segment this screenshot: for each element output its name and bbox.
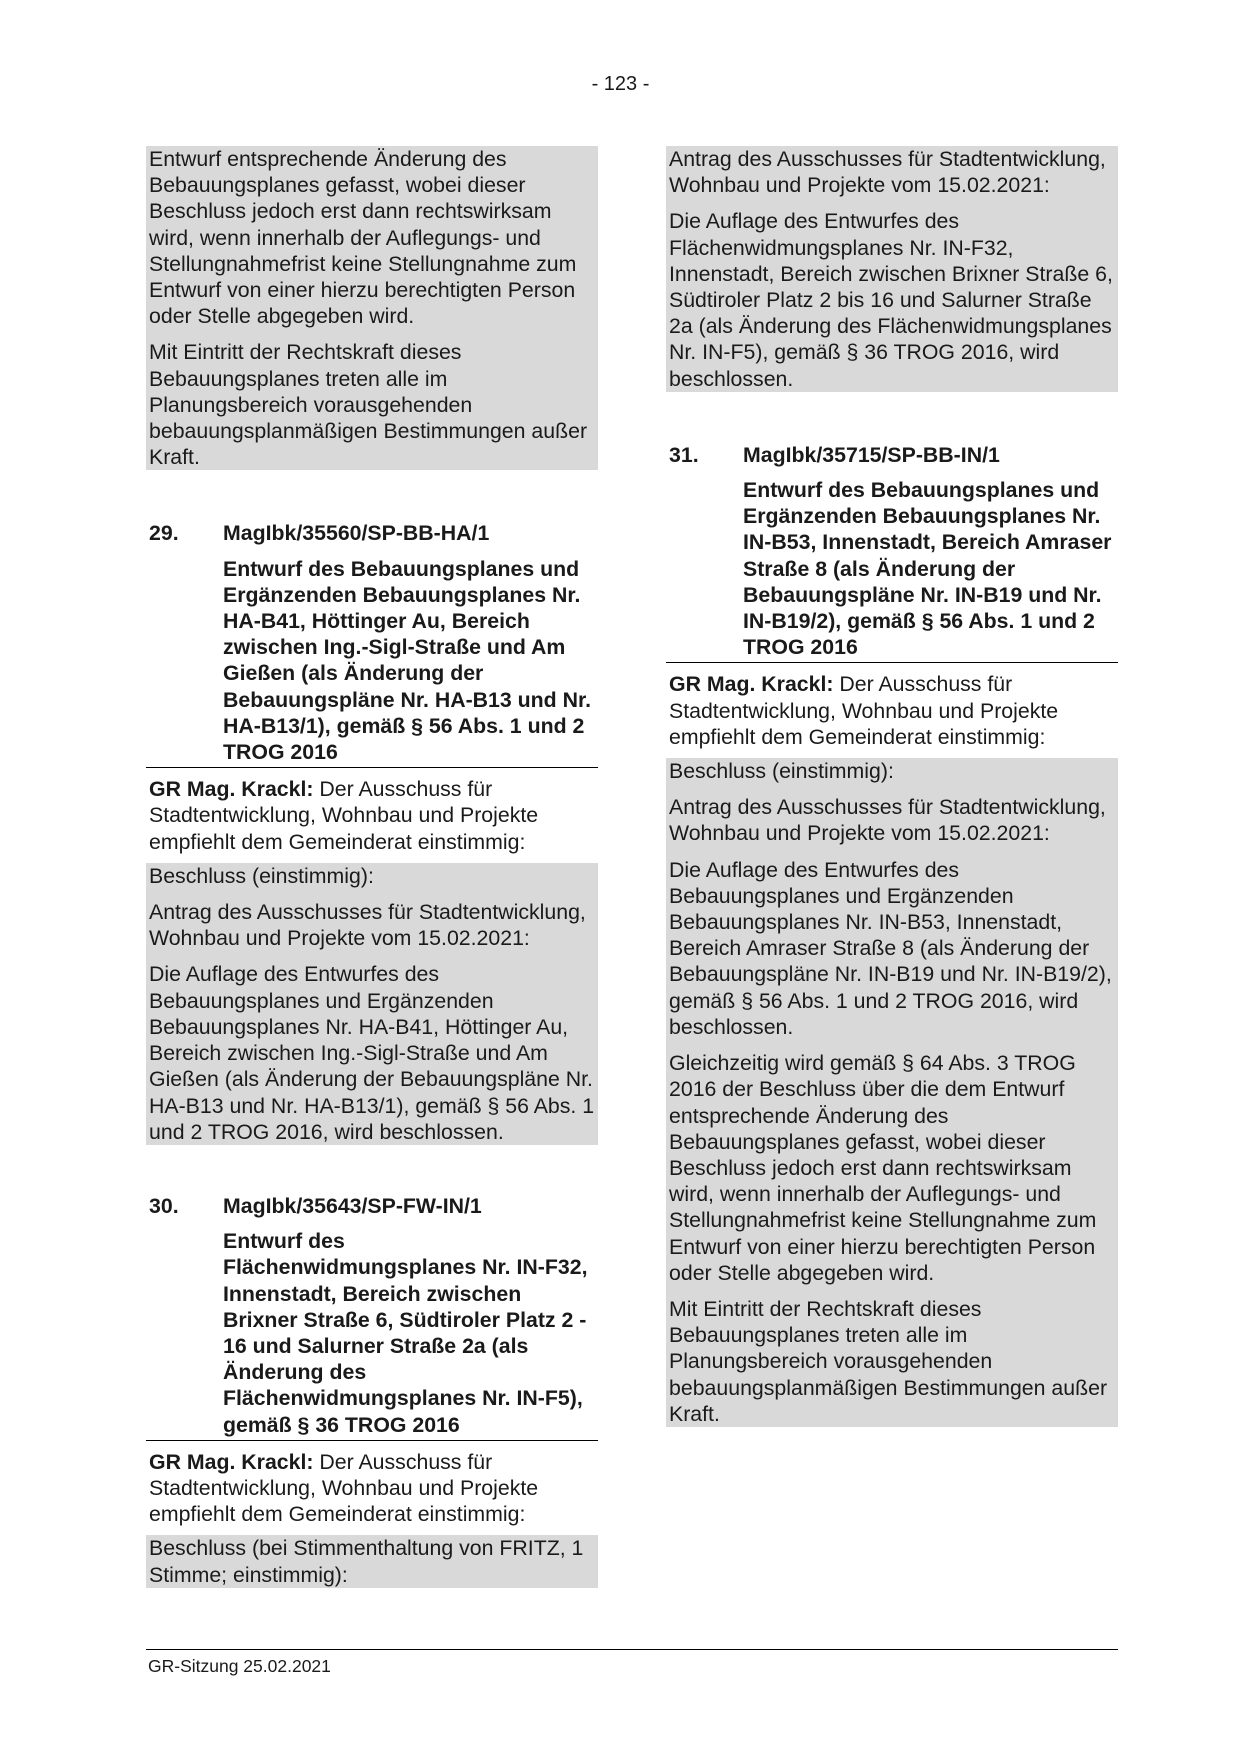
speaker-name: GR Mag. Krackl: [669, 672, 834, 697]
motion-text: Antrag des Ausschusses für Stadtentwicklung, Wohnbau und Projekte vom 15.02.2021: [669, 147, 1106, 198]
speaker-name: GR Mag. Krackl: [149, 1449, 314, 1474]
footer-text: GR-Sitzung 25.02.2021 [148, 1656, 331, 1676]
statement-text: Der Ausschuss für Stadtentwicklung, Wohnbau und Projekte empfiehlt dem Gemeinderat einstimmig: [149, 1449, 539, 1527]
footer-divider [146, 1649, 1118, 1650]
decision-label: Beschluss (bei Stimmenthaltung von FRITZ, 1 Stimme; einstimmig): [149, 1536, 584, 1587]
left-column [146, 146, 598, 1588]
item-number: 30. [149, 1193, 179, 1218]
decision-block [146, 1535, 598, 1587]
speaker-statement [146, 1449, 598, 1528]
decision-block [666, 758, 1118, 1427]
speaker-statement [666, 671, 1118, 750]
item-code: MagIbk/35715/SP-BB-IN/1 [743, 442, 1000, 467]
simultaneous-text: Gleichzeitig wird gemäß § 64 Abs. 3 TROG 2016 der Beschluss über die dem Entwurf entsprechende Änderung des Bebauungsplanes gefasst, wobei dieser Beschluss jedoch erst dann rechtswirksam wird, wenn innerhalb der Auflegungs- und Stellungnahmefrist keine Stellungnahme zum Entwurf von einer hierzu berechtigten Person oder Stelle abgegeben wird. [669, 1051, 1097, 1285]
item-code: MagIbk/35643/SP-FW-IN/1 [223, 1193, 482, 1218]
item-number: 31. [669, 442, 699, 467]
item-code: MagIbk/35560/SP-BB-HA/1 [223, 521, 490, 546]
divider [146, 767, 598, 768]
item-title: Entwurf des Bebauungsplanes und Ergänzenden Bebauungsplanes Nr. HA-B41, Höttinger Au, Bereich zwischen Ing.-Sigl-Straße und Am Gießen (als Änderung der Bebauungspläne Nr. HA-B13 und Nr. HA-B13/1), gemäß § 56 Abs. 1 und 2 TROG 2016 [223, 556, 592, 765]
continuation-paragraph: Entwurf entsprechende Änderung des Bebauungsplanes gefasst, wobei dieser Beschluss jedoch erst dann rechtswirksam wird, wenn innerhalb der Auflegungs- und Stellungnahmefrist keine Stellungnahme zum Entwurf von einer hierzu berechtigten Person oder Stelle abgegeben wird. [149, 147, 577, 329]
resolution-text: Die Auflage des Entwurfes des Bebauungsplanes und Ergänzenden Bebauungsplanes Nr. HA-B41, Höttinger Au, Bereich zwischen Ing.-Sigl-Straße und Am Gießen (als Änderung der Bebauungspläne Nr. HA-B13 und Nr. HA-B13/1), gemäß § 56 Abs. 1 und 2 TROG 2016, wird beschlossen. [149, 962, 595, 1144]
right-column [666, 146, 1118, 1427]
statement-text: Der Ausschuss für Stadtentwicklung, Wohnbau und Projekte empfiehlt dem Gemeinderat einstimmig: [669, 672, 1059, 749]
item-heading [146, 1193, 598, 1219]
motion-text: Antrag des Ausschusses für Stadtentwicklung, Wohnbau und Projekte vom 15.02.2021: [149, 900, 586, 951]
resolution-text: Die Auflage des Entwurfes des Flächenwidmungsplanes Nr. IN-F32, Innenstadt, Bereich zwischen Brixner Straße 6, Südtiroler Platz 2 bis 16 und Salurner Straße 2a (als Änderung des Flächenwidmungsplanes Nr. IN-F5), gemäß § 36 TROG 2016, wird beschlossen. [669, 209, 1113, 391]
continuation-block [666, 146, 1118, 392]
motion-text: Antrag des Ausschusses für Stadtentwicklung, Wohnbau und Projekte vom 15.02.2021: [669, 795, 1106, 846]
divider [146, 1440, 598, 1441]
item-number: 29. [149, 521, 179, 546]
decision-label: Beschluss (einstimmig): [149, 863, 374, 888]
page-number: - 123 - [591, 73, 650, 95]
item-heading [146, 520, 598, 546]
effect-text: Mit Eintritt der Rechtskraft dieses Bebauungsplanes treten alle im Planungsbereich vorausgehenden bebauungsplanmäßigen Bestimmungen außer Kraft. [669, 1296, 1108, 1426]
resolution-text: Die Auflage des Entwurfes des Bebauungsplanes und Ergänzenden Bebauungsplanes Nr. IN-B53, Innenstadt, Bereich Amraser Straße 8 (als Änderung der Bebauungspläne Nr. IN-B19 und Nr. IN-B19/2), gemäß § 56 Abs. 1 und 2 TROG 2016, wird beschlossen. [669, 857, 1112, 1039]
continuation-paragraph: Mit Eintritt der Rechtskraft dieses Bebauungsplanes treten alle im Planungsbereich vorausgehenden bebauungsplanmäßigen Bestimmungen außer Kraft. [149, 340, 588, 470]
statement-text: Der Ausschuss für Stadtentwicklung, Wohnbau und Projekte empfiehlt dem Gemeinderat einstimmig: [149, 777, 539, 854]
speaker-name: GR Mag. Krackl: [149, 777, 314, 802]
agenda-item-31 [666, 442, 1118, 1427]
item-title: Entwurf des Bebauungsplanes und Ergänzenden Bebauungsplanes Nr. IN-B53, Innenstadt, Bereich Amraser Straße 8 (als Änderung der Bebauungspläne Nr. IN-B19 und Nr. IN-B19/2), gemäß § 56 Abs. 1 und 2 TROG 2016 [743, 478, 1112, 660]
decision-label: Beschluss (einstimmig): [669, 759, 894, 784]
continuation-block [146, 146, 598, 470]
speaker-statement [146, 776, 598, 855]
decision-block [146, 863, 598, 1145]
item-title: Entwurf des Flächenwidmungsplanes Nr. IN-F32, Innenstadt, Bereich zwischen Brixner Straße 6, Südtiroler Platz 2 - 16 und Salurner Straße 2a (als Änderung des Flächenwidmungsplanes Nr. IN-F5), gemäß § 36 TROG 2016 [223, 1229, 588, 1437]
agenda-item-29 [146, 520, 598, 1144]
item-heading [666, 442, 1118, 468]
agenda-item-30 [146, 1193, 598, 1588]
divider [666, 662, 1118, 663]
